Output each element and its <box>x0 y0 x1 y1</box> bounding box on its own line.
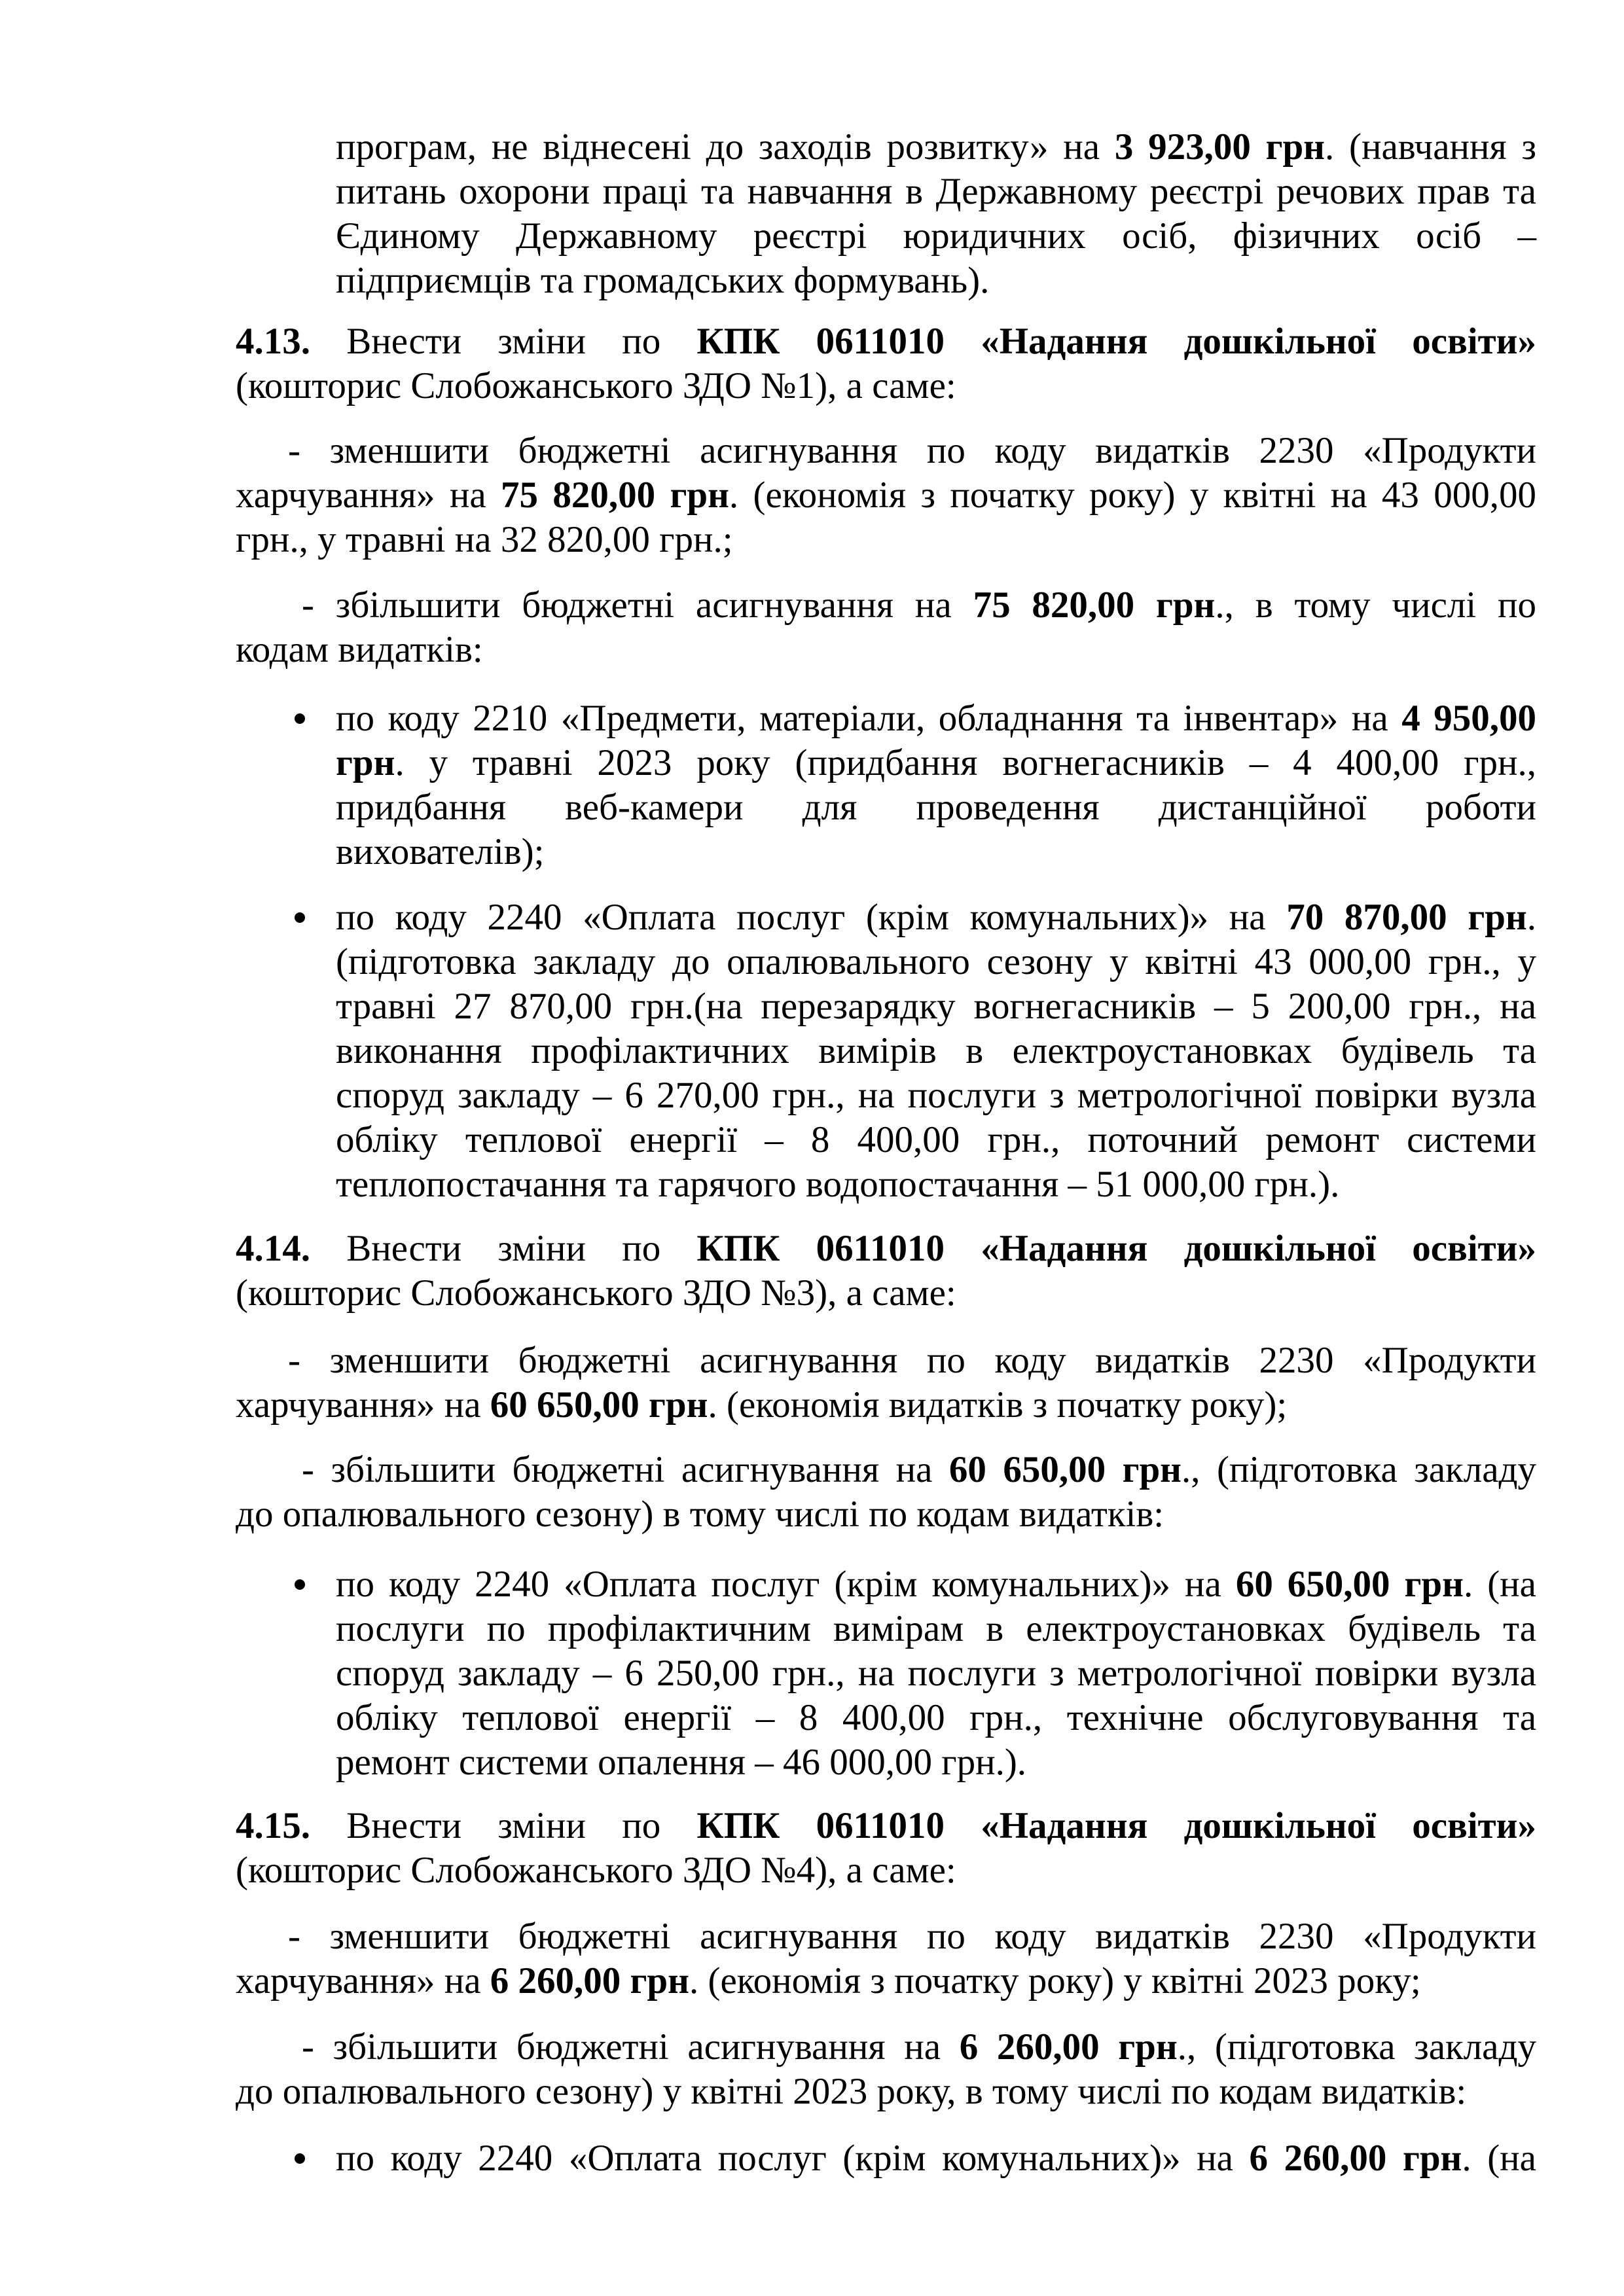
bullet-icon <box>295 2153 305 2164</box>
text-line <box>236 473 1536 518</box>
bold-text: грн <box>336 742 395 783</box>
text-line <box>236 583 1536 628</box>
text: травні 27 870,00 грн.(на перезарядку вогнегасників – 5 200,00 грн., на <box>336 986 1536 1027</box>
bold-text: КПК 0611010 «Надання дошкільної освіти» <box>696 321 1536 362</box>
bold-text: 6 260,00 грн <box>1249 2138 1462 2179</box>
text: харчування» на <box>236 1960 490 2001</box>
text-line <box>236 1448 1536 1492</box>
text-line <box>236 319 1536 364</box>
text: харчування» на <box>236 1384 490 1426</box>
item-4-15-bullet-2240 <box>336 2136 1536 2181</box>
text-line <box>336 940 1536 984</box>
text: ., (підготовка закладу <box>1182 1449 1536 1490</box>
text: харчування» на <box>236 475 501 516</box>
text: ремонт системи опалення – 46 000,00 грн.). <box>336 1742 1027 1783</box>
bullet-icon <box>295 1579 305 1590</box>
text-line <box>236 1959 1536 2003</box>
item-4-14-decrease <box>236 1338 1536 1427</box>
bullet-icon <box>295 713 305 724</box>
text-line <box>236 1492 1536 1537</box>
text: споруд закладу – 6 250,00 грн., на послуги з метрологічної повірки вузла <box>336 1653 1536 1694</box>
bold-text: 60 650,00 грн <box>1235 1564 1464 1605</box>
bold-text: 60 650,00 грн <box>948 1449 1182 1490</box>
text: (кошторис Слобожанського ЗДО №1), а саме: <box>236 365 956 406</box>
text: ., (підготовка закладу <box>1177 2026 1536 2068</box>
text-line <box>236 2025 1536 2070</box>
text: обліку теплової енергії – 8 400,00 грн., поточний ремонт системи <box>336 1119 1536 1160</box>
text-line <box>336 1651 1536 1696</box>
text: - зменшити бюджетні асигнування по коду видатків 2230 «Продукти <box>288 1916 1536 1957</box>
text-line <box>236 628 1536 672</box>
item-4-13-decrease <box>236 429 1536 562</box>
text: по коду 2240 «Оплата послуг (крім комунальних)» на <box>336 2138 1250 2179</box>
text: . у травні 2023 року (придбання вогнегасників – 4 400,00 грн., <box>395 742 1536 783</box>
bold-text: 60 650,00 грн <box>490 1384 708 1426</box>
text-line <box>336 1073 1536 1118</box>
item-4-13-bullet-2240 <box>336 895 1536 1207</box>
bold-text: 4 950,00 <box>1401 698 1536 739</box>
bold-text: 6 260,00 грн <box>959 2026 1178 2068</box>
text: - збільшити бюджетні асигнування на <box>302 584 973 626</box>
item-4-14-bullet-2240 <box>336 1562 1536 1785</box>
text-line <box>236 1338 1536 1383</box>
text-line <box>336 2136 1536 2181</box>
item-4-14-increase <box>236 1448 1536 1537</box>
text-line <box>336 1162 1536 1207</box>
text-line <box>336 1029 1536 1073</box>
text: - зменшити бюджетні асигнування по коду видатків 2230 «Продукти <box>288 430 1536 471</box>
text: ., в тому числі по <box>1215 584 1536 626</box>
bold-text: 4.15. <box>236 1805 310 1846</box>
text: питань охорони праці та навчання в Державному реєстрі речових прав та <box>336 171 1536 212</box>
text-line <box>336 259 1536 303</box>
text: виконання профілактичних вимірів в електроустановках будівель та <box>336 1030 1536 1071</box>
item-4-15-increase <box>236 2025 1536 2114</box>
text-line <box>236 518 1536 562</box>
text: до опалювального сезону) в тому числі по кодам видатків: <box>236 1494 1164 1535</box>
text: (кошторис Слобожанського ЗДО №3), а саме: <box>236 1272 956 1314</box>
item-4-14-heading <box>236 1227 1536 1316</box>
text: . (економія з початку року) у квітні 2023 року; <box>689 1960 1421 2001</box>
text: . (навчання з <box>1325 126 1536 168</box>
text: - збільшити бюджетні асигнування на <box>302 1449 949 1490</box>
text-line <box>236 1227 1536 1271</box>
text: по коду 2240 «Оплата послуг (крім комунальних)» на <box>336 897 1287 938</box>
bold-text: 75 820,00 грн <box>973 584 1216 626</box>
text: вихователів); <box>336 831 545 872</box>
item-4-15-decrease <box>236 1914 1536 2003</box>
text-line <box>336 1607 1536 1651</box>
text-line <box>236 1848 1536 1893</box>
text: грн., у травні на 32 820,00 грн.; <box>236 519 733 560</box>
text: Внести зміни по <box>310 1228 697 1269</box>
text: підприємців та громадських формувань). <box>336 260 990 301</box>
text-line <box>236 1914 1536 1959</box>
text: Внести зміни по <box>310 321 697 362</box>
bold-text: 4.14. <box>236 1228 310 1269</box>
item-4-13-bullet-2210 <box>336 696 1536 874</box>
text: теплопостачання та гарячого водопостачання – 51 000,00 грн.). <box>336 1164 1340 1205</box>
text-line <box>236 364 1536 408</box>
text: . (економія з початку року) у квітні на 43 000,00 <box>729 475 1536 516</box>
bold-text: 4.13. <box>236 321 310 362</box>
text-line <box>236 1271 1536 1316</box>
text: Єдиному Державному реєстрі юридичних осіб, фізичних осіб – <box>336 215 1536 257</box>
text: . (на <box>1462 2138 1536 2179</box>
text-line <box>236 429 1536 473</box>
bold-text: 75 820,00 грн <box>501 475 729 516</box>
text: програм, не віднесені до заходів розвитку» на <box>336 126 1115 168</box>
text: придбання веб-камери для проведення дистанційної роботи <box>336 787 1536 828</box>
bold-text: 70 870,00 грн <box>1286 897 1527 938</box>
text: - збільшити бюджетні асигнування на <box>302 2026 960 2068</box>
text-line <box>336 984 1536 1029</box>
text-line <box>336 125 1536 170</box>
continuation-paragraph <box>336 125 1536 303</box>
text-line <box>336 170 1536 214</box>
text: (підготовка закладу до опалювального сезону у квітні 43 000,00 грн., у <box>336 941 1536 982</box>
text-line <box>336 741 1536 785</box>
bold-text: 3 923,00 грн <box>1114 126 1326 168</box>
text-line <box>336 785 1536 830</box>
text: по коду 2210 «Предмети, матеріали, обладнання та інвентар» на <box>336 698 1402 739</box>
text-line <box>236 2070 1536 2114</box>
text: . (на <box>1463 1564 1536 1605</box>
text-line <box>336 1696 1536 1740</box>
item-4-13-heading <box>236 319 1536 408</box>
item-4-15-heading <box>236 1804 1536 1893</box>
text-line <box>336 830 1536 874</box>
text: до опалювального сезону) у квітні 2023 року, в тому числі по кодам видатків: <box>236 2071 1467 2112</box>
bold-text: 6 260,00 грн <box>490 1960 689 2001</box>
text: Внести зміни по <box>310 1805 697 1846</box>
text-line <box>336 1562 1536 1607</box>
text: обліку теплової енергії – 8 400,00 грн., технічне обслуговування та <box>336 1697 1536 1738</box>
text-line <box>336 1118 1536 1162</box>
text: . <box>1526 897 1536 938</box>
text-line <box>236 1383 1536 1427</box>
bullet-icon <box>295 912 305 923</box>
text: (кошторис Слобожанського ЗДО №4), а саме: <box>236 1850 956 1891</box>
text: . (економія видатків з початку року); <box>708 1384 1288 1426</box>
text: споруд закладу – 6 270,00 грн., на послуги з метрологічної повірки вузла <box>336 1075 1536 1116</box>
text-line <box>336 895 1536 940</box>
item-4-13-increase <box>236 583 1536 672</box>
text-line <box>336 214 1536 259</box>
text: послуги по профілактичним вимірам в електроустановках будівель та <box>336 1608 1536 1649</box>
text: - зменшити бюджетні асигнування по коду видатків 2230 «Продукти <box>288 1340 1536 1381</box>
bold-text: КПК 0611010 «Надання дошкільної освіти» <box>696 1805 1536 1846</box>
text-line <box>236 1804 1536 1848</box>
bold-text: КПК 0611010 «Надання дошкільної освіти» <box>696 1228 1536 1269</box>
text-line <box>336 1740 1536 1785</box>
text-line <box>336 696 1536 741</box>
text: по коду 2240 «Оплата послуг (крім комунальних)» на <box>336 1564 1236 1605</box>
text: кодам видатків: <box>236 629 483 670</box>
